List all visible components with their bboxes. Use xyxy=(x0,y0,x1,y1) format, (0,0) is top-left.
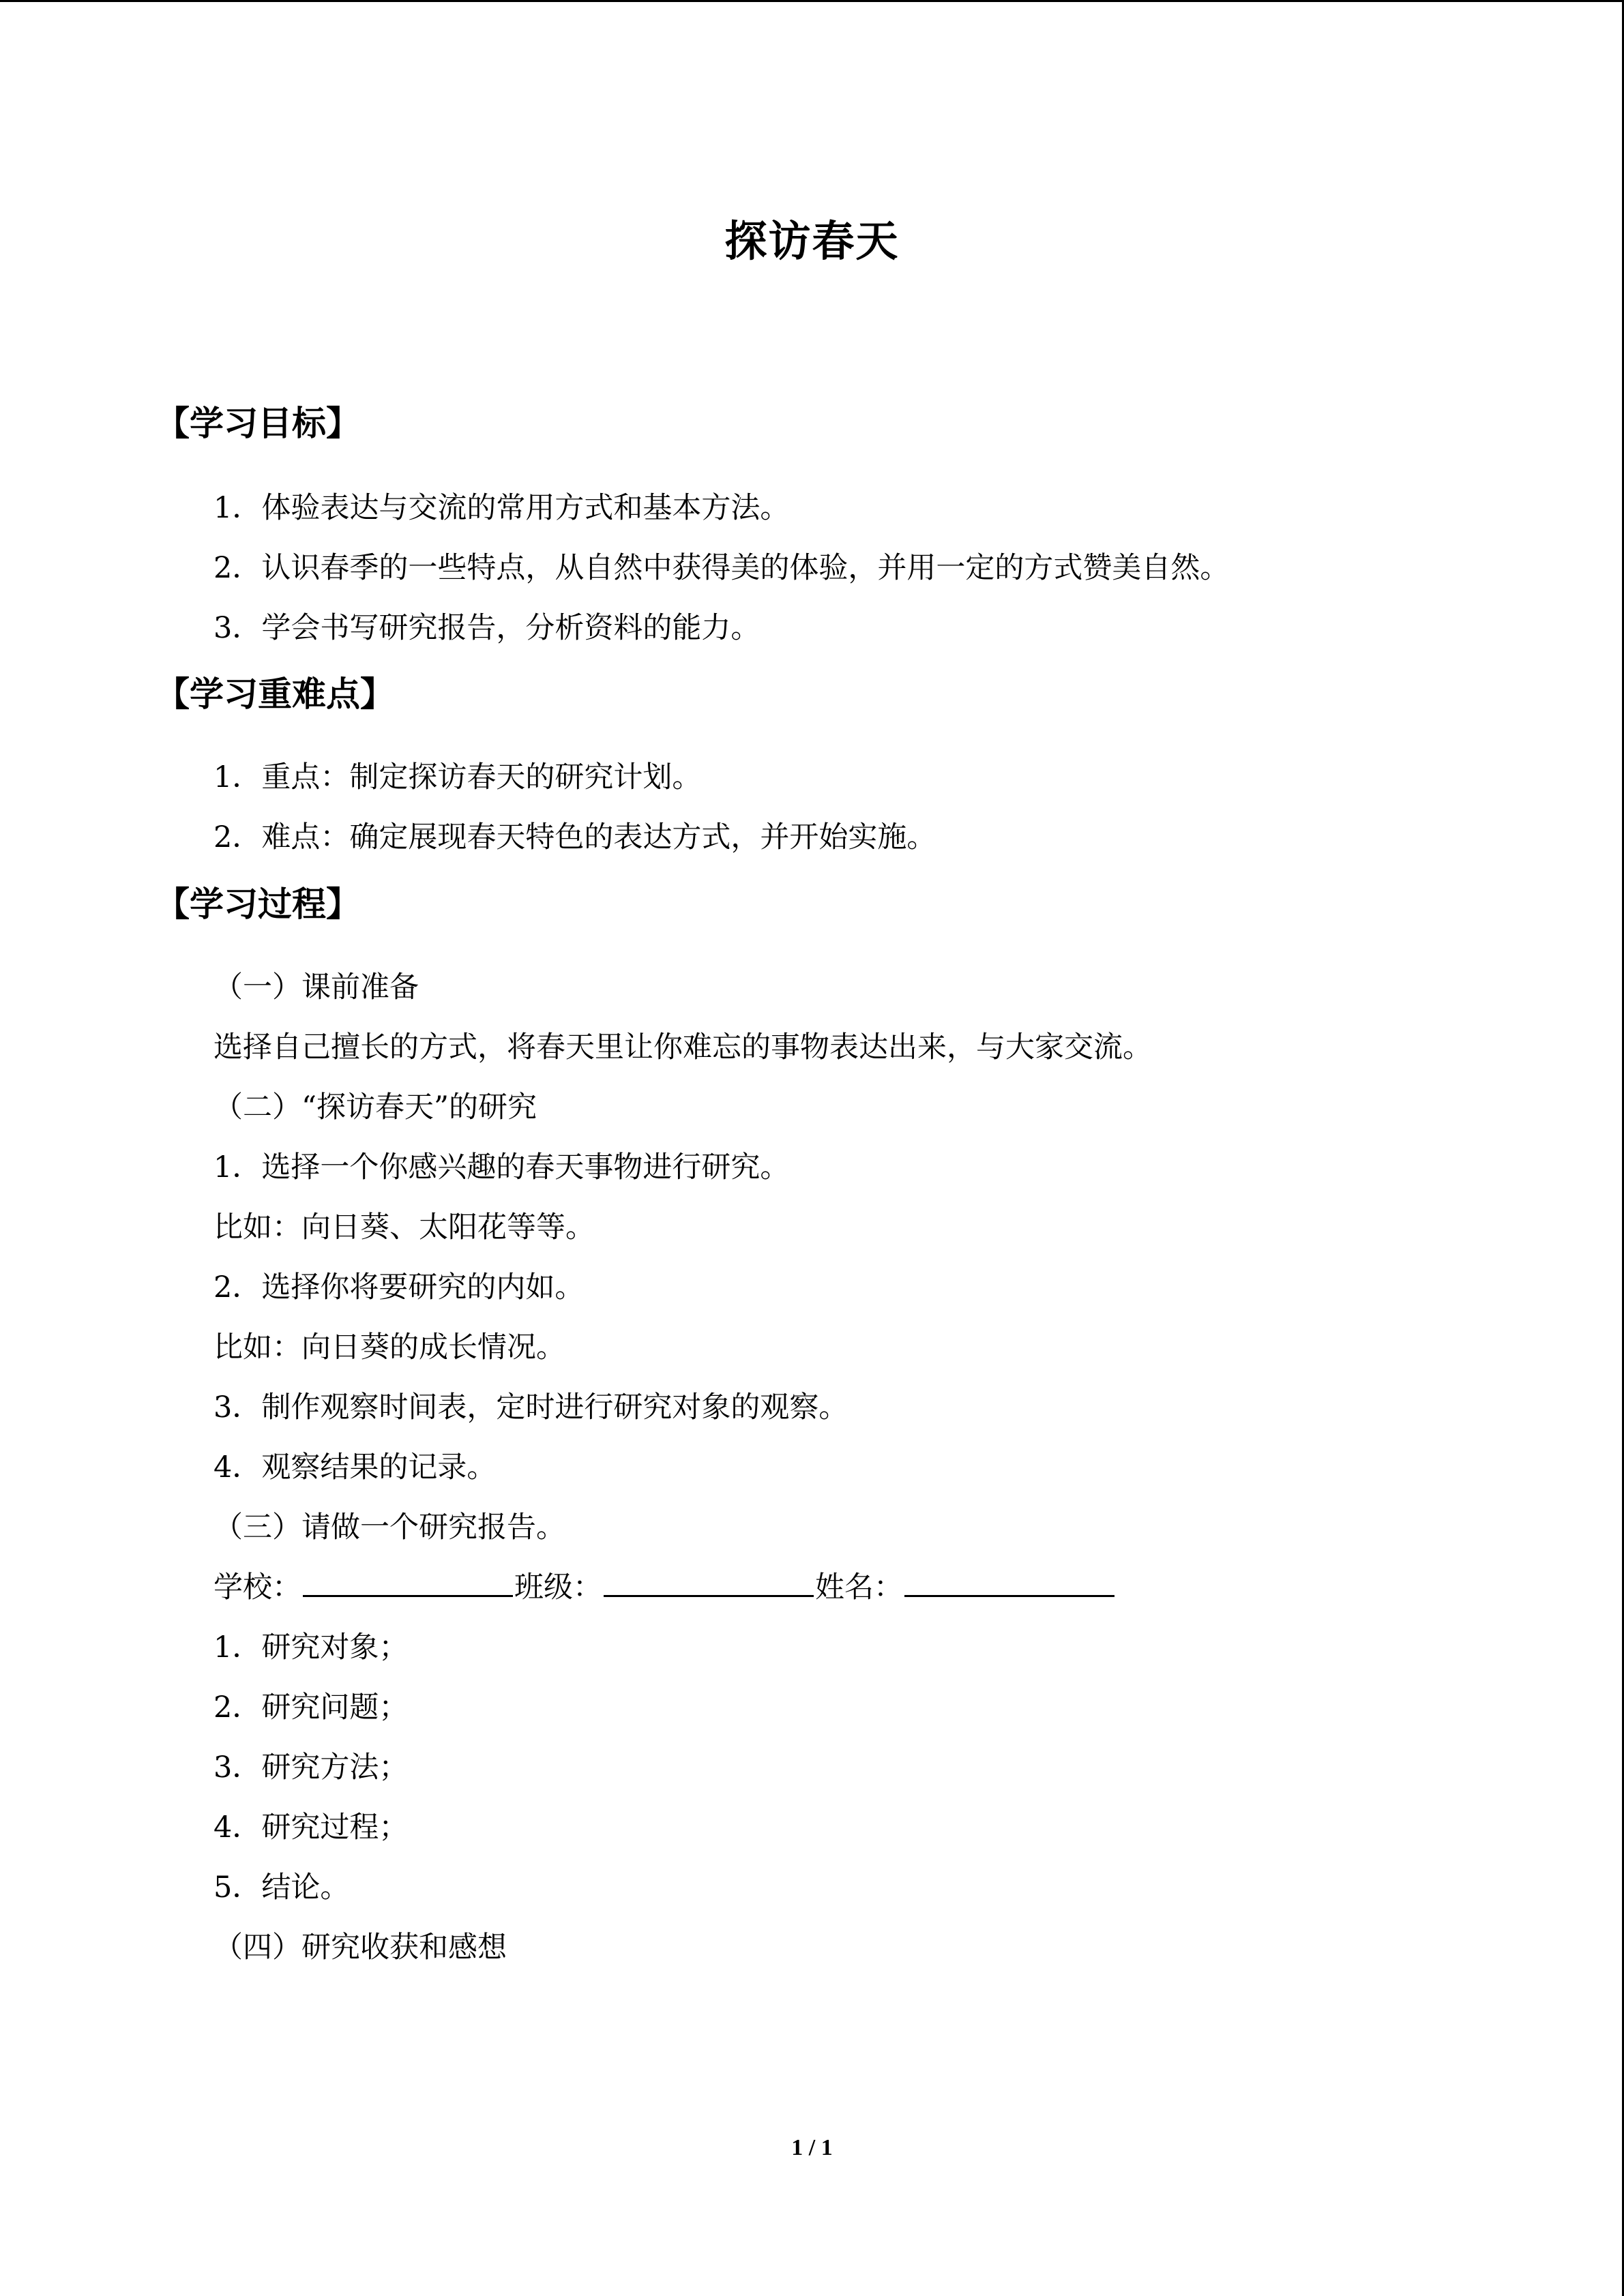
goal-item: 3．学会书写研究报告，分析资料的能力。 xyxy=(213,611,761,645)
top-border xyxy=(0,0,1624,2)
key-point-item: 1．重点：制定探访春天的研究计划。 xyxy=(213,760,702,794)
report-item: 3．研究方法； xyxy=(213,1750,409,1785)
page-number: 1 / 1 xyxy=(791,2135,833,2160)
school-blank[interactable] xyxy=(303,1568,513,1597)
key-point-item: 2．难点：确定展现春天特色的表达方式，并开始实施。 xyxy=(213,820,936,854)
process-line: （一）课前准备 xyxy=(213,970,419,1004)
report-item: 1．研究对象； xyxy=(213,1630,409,1665)
process-line: 3．制作观察时间表，定时进行研究对象的观察。 xyxy=(213,1390,848,1425)
school-label: 学校： xyxy=(213,1570,301,1605)
process-line: 4．观察结果的记录。 xyxy=(213,1450,497,1485)
process-line: （三）请做一个研究报告。 xyxy=(213,1510,565,1545)
key-points-heading: 【学习重难点】 xyxy=(156,674,394,714)
process-line: 选择自己擅长的方式，将春天里让你难忘的事物表达出来，与大家交流。 xyxy=(213,1030,1152,1064)
goal-item: 1．体验表达与交流的常用方式和基本方法。 xyxy=(213,491,790,525)
process-line: 比如：向日葵、太阳花等等。 xyxy=(213,1210,595,1244)
page-title: 探访春天 xyxy=(724,216,900,266)
process-line: 比如：向日葵的成长情况。 xyxy=(213,1330,565,1365)
process-line: 1．选择一个你感兴趣的春天事物进行研究。 xyxy=(213,1150,790,1184)
report-form-line xyxy=(213,1567,1116,1608)
goal-item: 2．认识春季的一些特点，从自然中获得美的体验，并用一定的方式赞美自然。 xyxy=(213,551,1230,585)
goals-heading: 【学习目标】 xyxy=(156,404,360,443)
report-item: 5．结论。 xyxy=(213,1870,350,1905)
process-heading: 【学习过程】 xyxy=(156,884,360,924)
class-blank[interactable] xyxy=(604,1568,814,1597)
class-label: 班级： xyxy=(514,1570,602,1605)
process-line: 2．选择你将要研究的内如。 xyxy=(213,1270,585,1304)
name-label: 姓名： xyxy=(815,1570,903,1605)
closing-line: （四）研究收获和感想 xyxy=(213,1930,507,1965)
report-item: 4．研究过程； xyxy=(213,1810,409,1845)
name-blank[interactable] xyxy=(904,1568,1114,1597)
process-line: （二）“探访春天”的研究 xyxy=(213,1090,537,1124)
report-item: 2．研究问题； xyxy=(213,1690,409,1725)
